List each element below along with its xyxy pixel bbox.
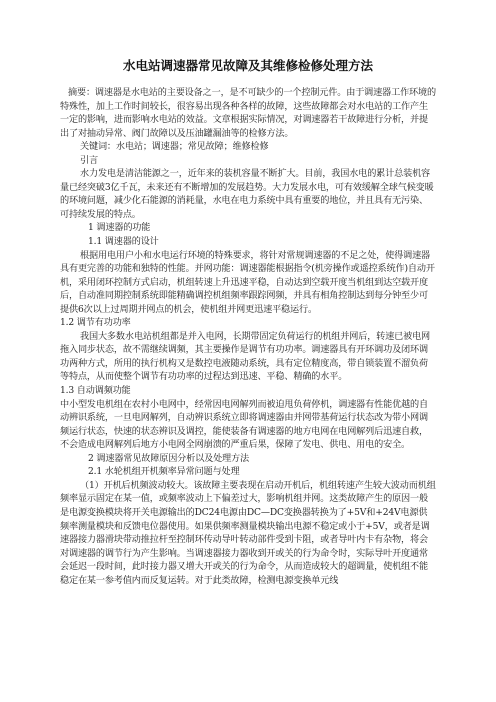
section-1-3-heading: 1.3 自动调频功能 <box>60 386 131 397</box>
section-1-heading: 1 调速器的功能 <box>88 223 151 234</box>
section-2-1-heading: 2.1 水轮机组开机频率异常问题与处理 <box>88 467 240 478</box>
keywords: 关键词：水电站；调速器；常见故障；维修检修 <box>80 142 269 153</box>
section-1-2-paragraph: 我国大多数水电站机组都是并入电网，长期带固定负荷运行的机组并网后，转速已被电网拖入同步状态，故不需继续调频，其主要操作是调节有功功率。调速器具有开环调功及闭环调功两种方式，所用的执行机构又是数控电液随动系统，具有定位精度高，带自锁装置不溜负荷等特点，从而使整个调节有功功率的过程达到迅速、平稳、精确的水平。 <box>60 331 431 383</box>
section-1-2-heading: 1.2 调节有功功率 <box>60 318 131 329</box>
section-2-heading: 2 调速器常见故障原因分析以及处理方法 <box>88 453 249 464</box>
intro-heading: 引言 <box>80 155 98 166</box>
document-title: 水电站调速器常见故障及其维修检修处理方法 <box>122 58 373 73</box>
document-body <box>60 87 436 588</box>
section-1-1-paragraph: 根据用电用户小和水电运行环境的特殊要求，将针对常规调速器的不足之处，使得调速器具有更完善的功能和独特的性能。并网功能：调速器能根据指令(机旁操作或遥控系统作)自动开机，采用闭环控制方式启动，机组转速上升迅速平稳，自动达到空载开度当机组到达空载开度后，自动准同期控制系统即能精确调控机组频率跟踪网频，并具有相角控制达到每分钟至少可提供6次以上过周期并网点的机会，使机组并网更迅速平稳运行。 <box>60 250 435 315</box>
section-2-1-paragraph: （1）开机后机频波动较大。该故障主要表现在启动开机后，机组转速产生较大波动而机组频率显示固定在某一值，或频率波动上下偏差过大，影响机组并网。这类故障产生的原因一般是电源变换模块将开关电源输出的DC24电源由DC—DC变换器转换为了+5V和+24V电源供频率测量模块和反馈电位器使用。如果供频率测量模块输出电源不稳定或小于+5V，或者是调速器接力器滑块带动推拉杆至控制环传动导叶转动部件受到卡阻，或者导叶内卡有杂物，将会对调速器的调节行为产生影响。当调速器接力器收到开或关的行为命令时，实际导叶开度通常会延迟一段时间，此时接力器又增大开或关的行为命令，从而造成较大的超调量，使机组不能稳定在某一参考值内而反复运转。对于此类故障，检测电源变换单元线 <box>60 480 436 586</box>
section-1-1-heading: 1.1 调速器的设计 <box>88 237 159 248</box>
intro-paragraph: 水力发电是清洁能源之一，近年来的装机容量不断扩大。目前，我国水电的累计总装机容量已经突破3亿千瓦，未来还有不断增加的发展趋势。大力发展水电，可有效缓解全球气候变暖的环境问题，减少化石能源的消耗量，水电在电力系统中具有重要的地位，并且具有无污染、可持续发展的特点。 <box>60 169 434 220</box>
section-1-3-paragraph: 中小型发电机组在农村小电网中，经常因电网解列而被迫甩负荷停机，调速器有性能优越的自动辨识系统，一旦电网解列，自动辨识系统立即将调速器由并网带基荷运行状态改为带小网调频运行状态，快速的状态辨识及调控，能使装备有调速器的地方电网在电网解列后迅速自救，不会造成电网解列后地方小电网全网崩溃的严重后果，保障了发电、供电、用电的安全。 <box>60 399 428 451</box>
abstract: 摘要：调速器是水电站的主要设备之一，是不可缺少的一个控制元件。由于调速器工作环境的特殊性，加上工作时间较长，很容易出现各种各样的故障，这些故障都会对水电站的工作产生一定的影响，进而影响水电站的效益。文章根据实际情况，对调速器若干故障进行分析，并提出了对抽动异常、阀门故障以及压油罐漏油等的检修方法。 <box>60 88 436 139</box>
